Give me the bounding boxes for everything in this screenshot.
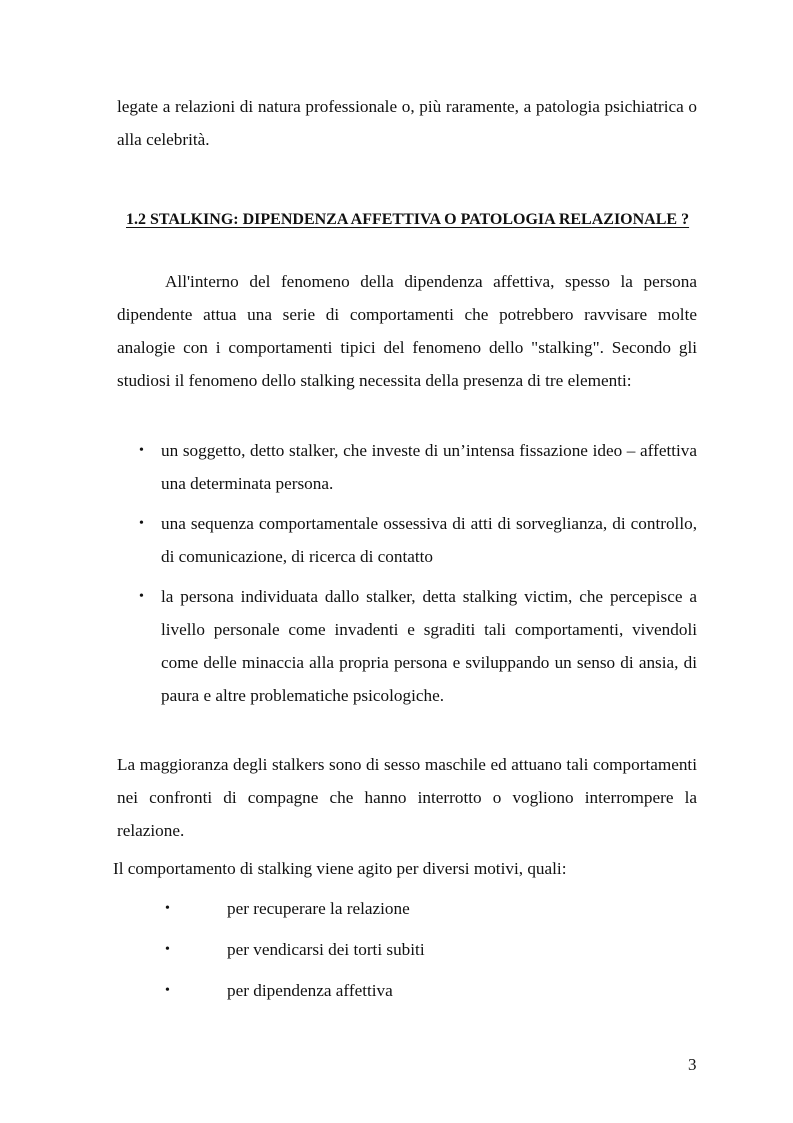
elements-list <box>117 434 697 719</box>
section-title: STALKING: DIPENDENZA AFFETTIVA O PATOLOGIA RELAZIONALE ? <box>150 211 690 228</box>
list-item <box>117 434 697 500</box>
paragraph-stalkers: La maggioranza degli stalkers sono di sesso maschile ed attuano tali comportamenti nei confronti di compagne che hanno interrotto o vogliono interrompere la relazione. <box>117 755 697 840</box>
list-item-text: una sequenza comportamentale ossessiva di atti di sorveglianza, di controllo, di comunicazione, di ricerca di contatto <box>161 514 697 566</box>
list-item <box>117 933 617 974</box>
list-item-text: per dipendenza affettiva <box>227 981 393 1000</box>
list-item-text: per vendicarsi dei torti subiti <box>227 940 425 959</box>
section-number: 1.2 <box>126 211 146 228</box>
list-item <box>117 892 617 933</box>
list-item-text: la persona individuata dallo stalker, detta stalking victim, che percepisce a livello personale come invadenti e sgraditi tali comportamenti, vivendoli come delle minaccia alla propria persona e sviluppando un senso di ansia, di paura e altre problematiche psicologiche. <box>161 587 697 705</box>
bullet-icon: • <box>165 901 170 916</box>
list-item-text: per recuperare la relazione <box>227 899 410 918</box>
bullet-icon: • <box>139 516 144 531</box>
list-item <box>117 580 697 712</box>
page-number: 3 <box>688 1055 697 1074</box>
reasons-list <box>117 892 617 1015</box>
bullet-icon: • <box>165 942 170 957</box>
bullet-icon: • <box>139 443 144 458</box>
paragraph-stalking-intro: All'interno del fenomeno della dipendenza affettiva, spesso la persona dipendente attua una serie di comportamenti che potrebbero ravvisare molte analogie con i comportamenti tipici del fenomeno dello "stalking". Secondo gli studiosi il fenomeno dello stalking necessita della presenza di tre elementi: <box>117 272 697 390</box>
bullet-icon: • <box>165 983 170 998</box>
bullet-icon: • <box>139 589 144 604</box>
list-item-text: un soggetto, detto stalker, che investe di un’intensa fissazione ideo – affettiva una determinata persona. <box>161 441 697 493</box>
intro-paragraph: legate a relazioni di natura professionale o, più raramente, a patologia psichiatrica o alla celebrità. <box>117 97 697 149</box>
section-heading <box>126 205 689 235</box>
list-item <box>117 507 697 573</box>
list-item <box>117 974 617 1015</box>
paragraph-motives: Il comportamento di stalking viene agito per diversi motivi, quali: <box>113 859 567 878</box>
